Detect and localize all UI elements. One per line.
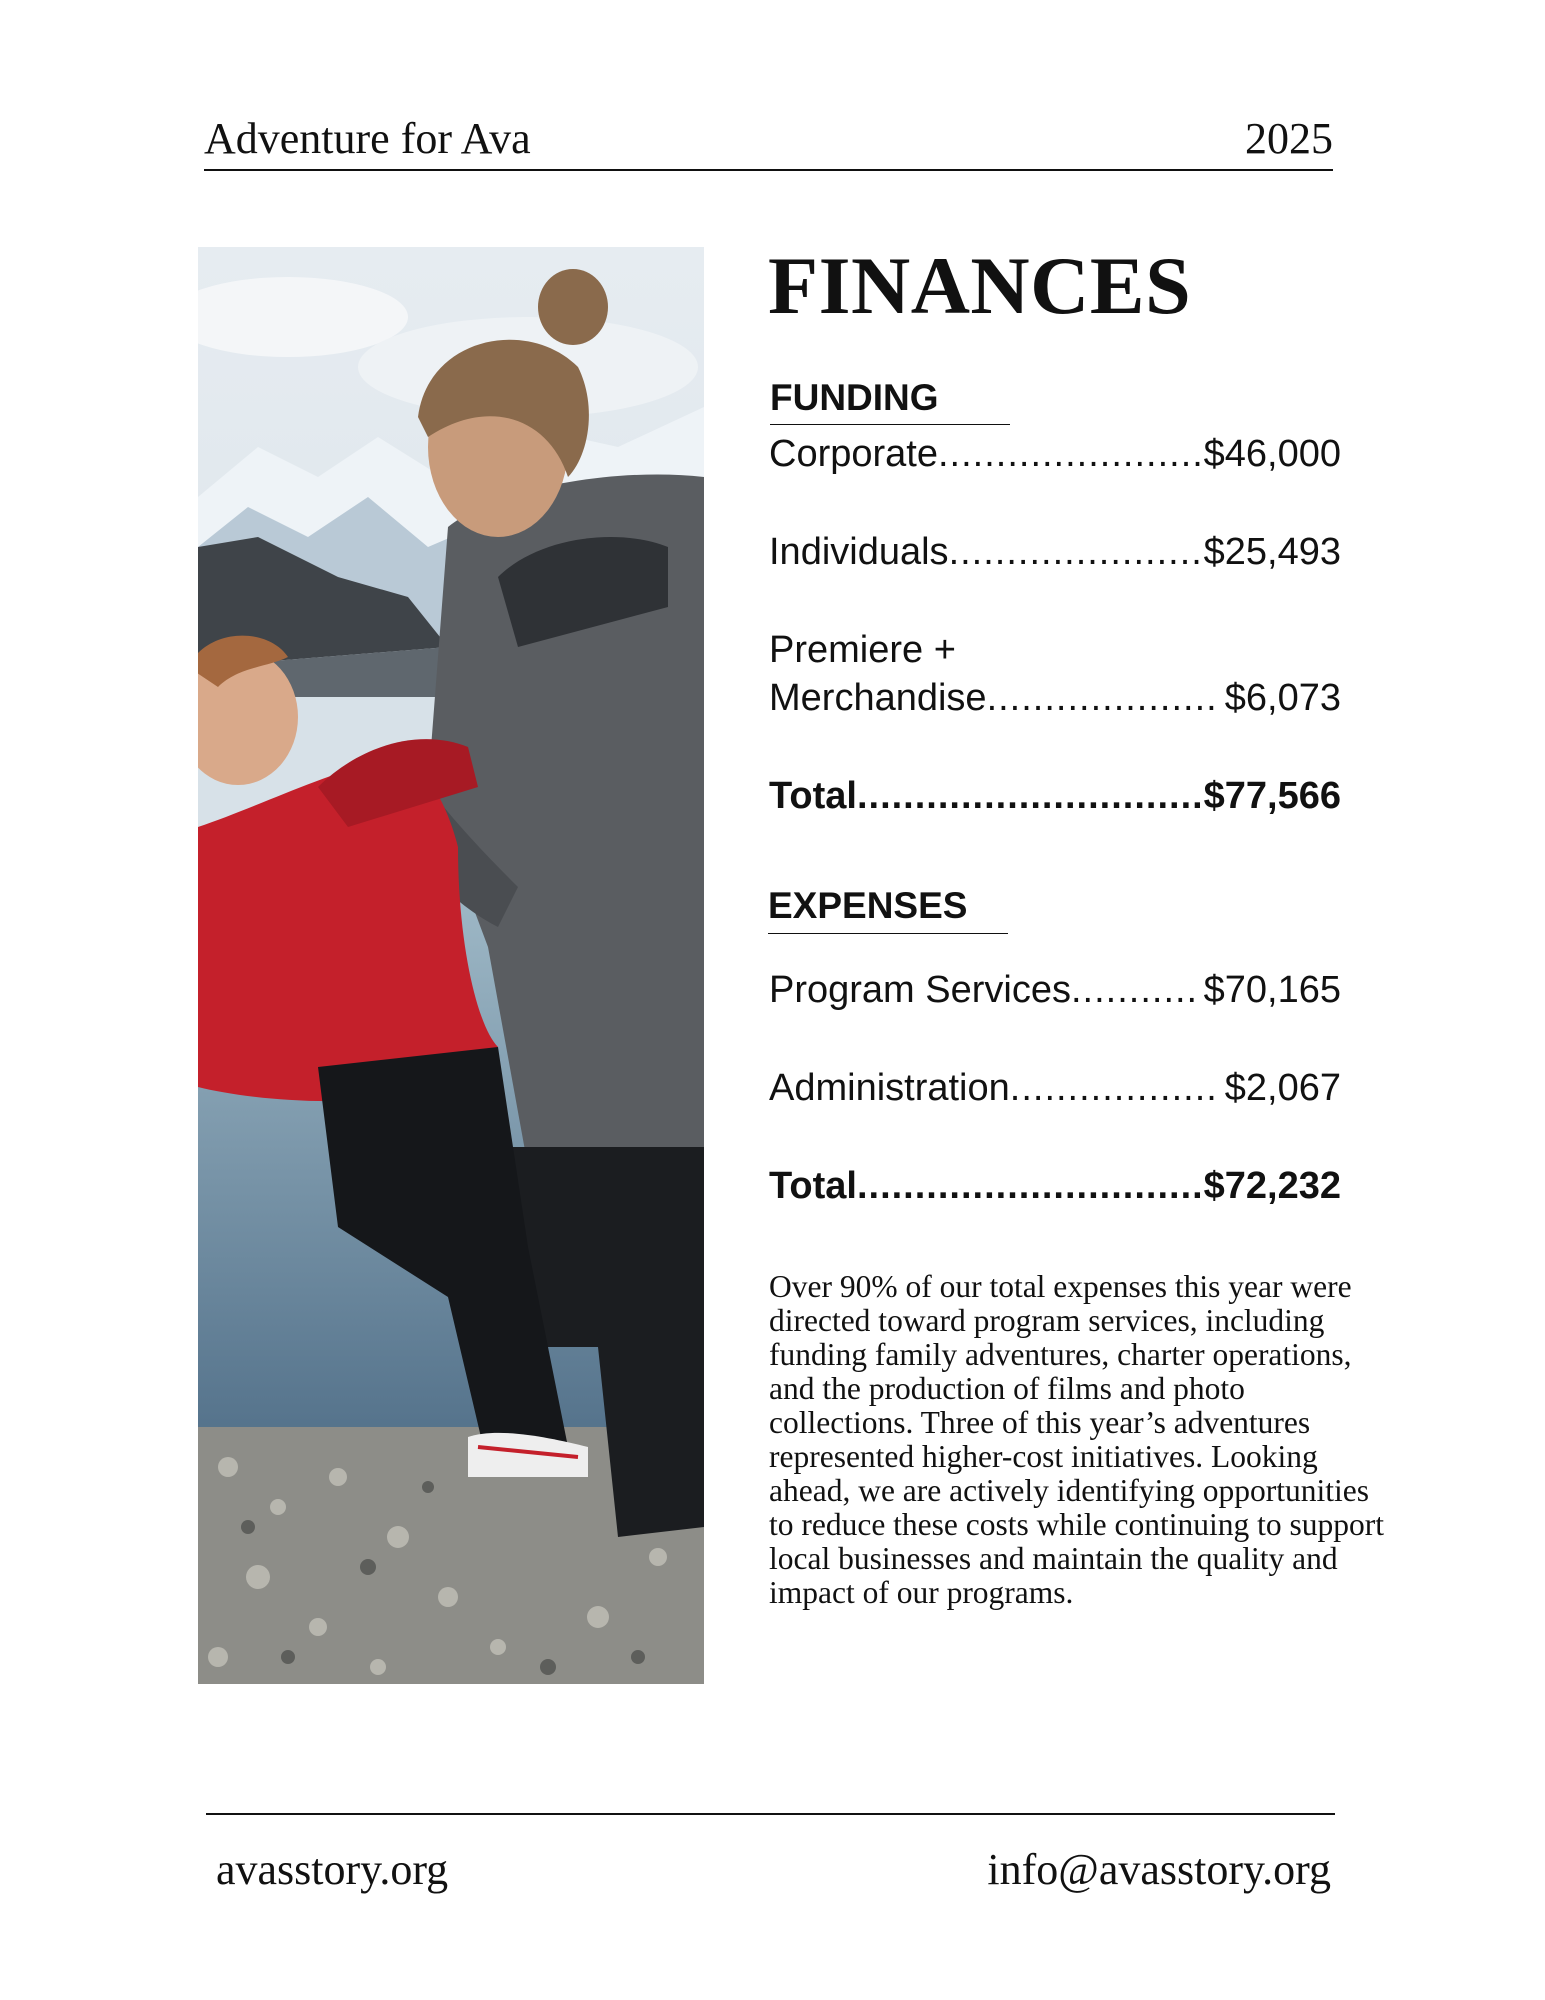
funding-row-premiere-line1: Premiere + xyxy=(769,629,956,671)
funding-row-amount: $46,000 xyxy=(1203,433,1341,475)
header-title: Adventure for Ava xyxy=(204,114,531,163)
funding-row-label: Corporate xyxy=(769,433,938,475)
dot-leader xyxy=(857,772,1200,820)
funding-row-merchandise xyxy=(769,674,1341,722)
dot-leader xyxy=(987,674,1221,722)
footer-website-link[interactable]: avasstory.org xyxy=(216,1845,449,1894)
dot-leader xyxy=(1010,1064,1221,1112)
expenses-row-administration xyxy=(769,1064,1341,1112)
expenses-total-row xyxy=(769,1162,1341,1210)
expenses-row-program-services xyxy=(769,966,1341,1014)
photo-illustration xyxy=(198,247,704,1684)
funding-row-corporate xyxy=(769,430,1341,478)
funding-heading-underline xyxy=(770,424,1010,425)
funding-heading: FUNDING xyxy=(770,377,939,418)
funding-total-amount: $77,566 xyxy=(1203,775,1341,817)
footer-email-link[interactable]: info@avasstory.org xyxy=(987,1845,1331,1894)
expenses-heading: EXPENSES xyxy=(768,885,968,926)
header-divider xyxy=(204,169,1333,171)
expenses-summary-paragraph: Over 90% of our total expenses this year were directed toward program services, including funding family adventures, charter operations, and the production of films and photo collections. Three of this year’s adventures represented higher-cost initiatives. Looking ahead, we are actively identifying opportunities to reduce these costs while continuing to support local businesses and maintain the quality and impact of our programs. xyxy=(769,1269,1385,1610)
funding-row-label: Individuals xyxy=(769,531,949,573)
header-year: 2025 xyxy=(1245,114,1333,163)
page-title: FINANCES xyxy=(768,240,1192,331)
funding-row-amount: $25,493 xyxy=(1203,531,1341,573)
funding-row-label: Merchandise xyxy=(769,677,987,719)
expenses-row-amount: $2,067 xyxy=(1224,1067,1341,1109)
funding-row-amount: $6,073 xyxy=(1224,677,1341,719)
funding-total-row xyxy=(769,772,1341,820)
dot-leader xyxy=(1071,966,1200,1014)
dot-leader xyxy=(857,1162,1200,1210)
expenses-row-label: Program Services xyxy=(769,969,1071,1011)
dot-leader xyxy=(949,528,1200,576)
expenses-row-amount: $70,165 xyxy=(1203,969,1341,1011)
expenses-row-label: Administration xyxy=(769,1067,1010,1109)
glacier-family-photo xyxy=(198,247,704,1684)
footer-divider xyxy=(206,1813,1335,1815)
funding-total-label: Total xyxy=(769,775,857,817)
expenses-heading-underline xyxy=(768,933,1008,934)
expenses-total-label: Total xyxy=(769,1165,857,1207)
funding-row-individuals xyxy=(769,528,1341,576)
dot-leader xyxy=(938,430,1200,478)
expenses-total-amount: $72,232 xyxy=(1203,1165,1341,1207)
